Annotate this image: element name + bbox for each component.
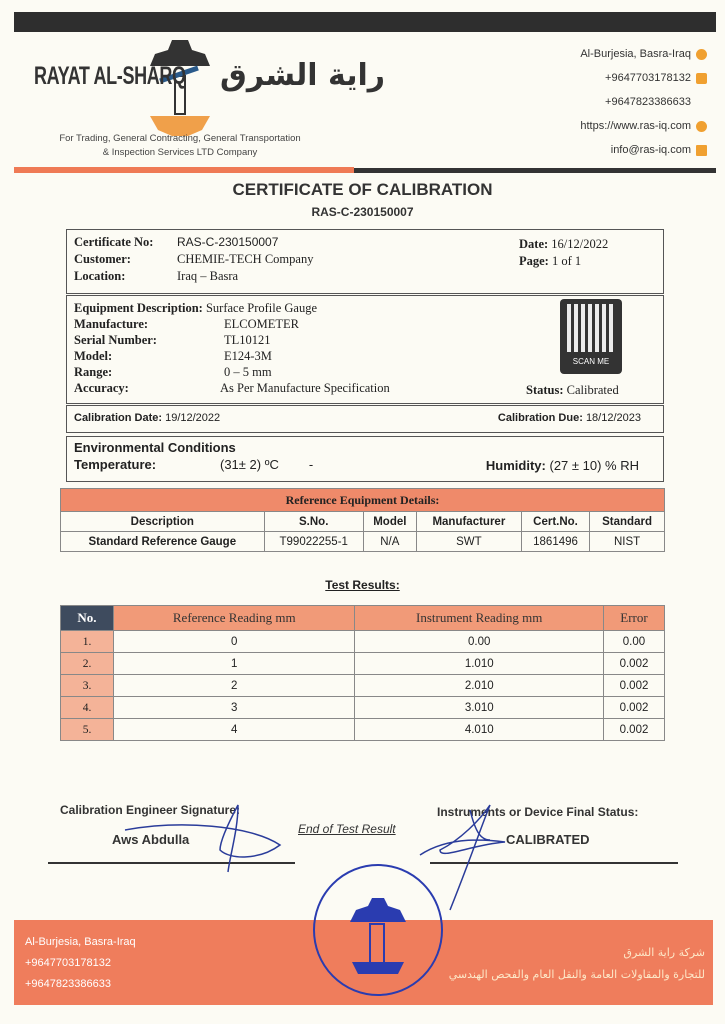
table-cell: 4 — [114, 719, 355, 741]
date-value: 16/12/2022 — [551, 237, 609, 251]
test-results-table — [60, 605, 665, 741]
brand-name-arabic: راية الشرق — [220, 58, 386, 93]
final-status-label: Instruments or Device Final Status: — [437, 805, 639, 819]
table-row — [61, 719, 665, 741]
table-cell: 1861496 — [521, 532, 589, 552]
divider-orange — [14, 167, 354, 173]
column-header: Description — [61, 512, 265, 532]
equipment-desc: Surface Profile Gauge — [205, 301, 318, 315]
label: Customer: — [74, 252, 131, 266]
certificate-info-box — [66, 229, 664, 294]
row-number: 5. — [61, 719, 114, 741]
contact-text: Al-Burjesia, Basra-Iraq — [580, 48, 691, 60]
footer-arabic-desc: للتجارة والمقاولات العامة والنقل العام والفحص الهندسي — [448, 968, 705, 981]
equipment-box — [66, 295, 664, 404]
table-cell: 3.010 — [355, 697, 603, 719]
divider-dark — [354, 168, 716, 173]
table-cell: T99022255-1 — [264, 532, 363, 552]
table-row — [61, 631, 665, 653]
contact-website[interactable] — [580, 114, 707, 138]
label: Date: — [519, 237, 549, 251]
contact-address — [580, 42, 707, 66]
contact-phone — [580, 90, 707, 114]
final-status-value: CALIBRATED — [506, 832, 590, 847]
row-number: 2. — [61, 653, 114, 675]
table-cell: 0.002 — [603, 675, 664, 697]
scan-me-label: SCAN ME — [572, 357, 610, 366]
separator: - — [308, 457, 314, 472]
engineer-signature-label: Calibration Engineer Signature: — [60, 803, 241, 817]
footer-phone: +9647823386633 — [25, 978, 111, 990]
row-number: 3. — [61, 675, 114, 697]
row-number: 4. — [61, 697, 114, 719]
temperature-value: (31± 2) ºC — [220, 457, 279, 472]
column-header: Model — [363, 512, 416, 532]
table-cell: NIST — [590, 532, 665, 552]
contact-list — [580, 42, 707, 162]
table-header-row — [61, 512, 665, 532]
serial-value: TL10121 — [224, 333, 271, 347]
table-cell: 0 — [114, 631, 355, 653]
email-link[interactable]: info@ras-iq.com — [610, 144, 691, 156]
tagline-line: & Inspection Services LTD Company — [102, 147, 258, 158]
table-cell: 3 — [114, 697, 355, 719]
table-row — [61, 653, 665, 675]
table-row — [61, 697, 665, 719]
table-cell: 0.00 — [355, 631, 603, 653]
table-row — [61, 532, 665, 552]
engineer-signature — [120, 800, 300, 875]
top-bar — [14, 12, 716, 32]
label: Humidity: — [485, 458, 546, 473]
label: Status: — [526, 383, 564, 397]
certificate-code: RAS-C-230150007 — [311, 205, 414, 219]
table-cell: 0.002 — [603, 719, 664, 741]
company-stamp — [310, 862, 446, 998]
table-cell: 0.002 — [603, 697, 664, 719]
label: Accuracy: — [74, 381, 129, 395]
calibration-dates-box — [66, 405, 664, 433]
contact-phone — [580, 66, 707, 90]
website-link[interactable]: https://www.ras-iq.com — [580, 120, 691, 132]
reference-equipment-table — [60, 488, 665, 552]
humidity-value: (27 ± 10) % RH — [549, 458, 639, 473]
contact-text: +9647703178132 — [605, 72, 691, 84]
column-header: Standard — [590, 512, 665, 532]
table-cell: 0.002 — [603, 653, 664, 675]
column-header: Reference Reading mm — [114, 606, 355, 631]
table-cell: N/A — [363, 532, 416, 552]
table-cell: 0.00 — [603, 631, 664, 653]
label: Calibration Due: — [497, 412, 583, 424]
environment-title: Environmental Conditions — [74, 440, 236, 455]
globe-icon — [696, 121, 707, 132]
accuracy-value: As Per Manufacture Specification — [220, 381, 390, 395]
label: Page: — [519, 254, 549, 268]
page-value: 1 of 1 — [551, 254, 582, 268]
table-cell: 1.010 — [355, 653, 603, 675]
label: Equipment Description: — [74, 301, 203, 315]
logo-gear-icon — [130, 36, 230, 146]
calibration-due: 18/12/2023 — [585, 412, 641, 424]
table-title: Reference Equipment Details: — [61, 489, 665, 512]
label: Temperature: — [74, 457, 157, 472]
table-cell: 2.010 — [355, 675, 603, 697]
label: Range: — [74, 365, 113, 379]
contact-email[interactable] — [580, 138, 707, 162]
location-icon — [696, 49, 707, 60]
table-cell: 4.010 — [355, 719, 603, 741]
customer-value: CHEMIE-TECH Company — [177, 252, 314, 266]
engineer-name: Aws Abdulla — [112, 832, 190, 847]
tagline — [30, 132, 330, 160]
footer-arabic-name: شركة راية الشرق — [623, 946, 705, 959]
model-value: E124-3M — [224, 349, 272, 363]
label: Certificate No: — [74, 235, 154, 249]
range-value: 0 – 5 mm — [224, 365, 272, 379]
table-cell: 2 — [114, 675, 355, 697]
environment-box — [66, 436, 664, 482]
test-results-title: Test Results: — [325, 578, 400, 592]
row-number: 1. — [61, 631, 114, 653]
column-header: No. — [61, 606, 114, 631]
page-title: CERTIFICATE OF CALIBRATION — [232, 180, 493, 199]
table-cell: Standard Reference Gauge — [61, 532, 265, 552]
contact-text: +9647823386633 — [605, 96, 691, 108]
table-cell: 1 — [114, 653, 355, 675]
mail-icon — [696, 145, 707, 156]
column-header: Error — [603, 606, 664, 631]
end-of-test-result: End of Test Result — [298, 822, 396, 836]
location-value: Iraq – Basra — [177, 269, 239, 283]
footer-address: Al-Burjesia, Basra-Iraq — [25, 936, 136, 948]
label: Manufacture: — [74, 317, 149, 331]
table-header-row — [61, 606, 665, 631]
column-header: S.No. — [264, 512, 363, 532]
qr-code[interactable] — [560, 299, 622, 374]
label: Model: — [74, 349, 113, 363]
cert-no-value: RAS-C-230150007 — [177, 235, 279, 249]
tagline-line: For Trading, General Contracting, General Transportation — [59, 133, 301, 144]
footer-phone: +9647703178132 — [25, 957, 111, 969]
phone-icon — [696, 73, 707, 84]
status-value: Calibrated — [566, 383, 619, 397]
label: Location: — [74, 269, 126, 283]
table-row — [61, 675, 665, 697]
label: Serial Number: — [74, 333, 157, 347]
column-header: Cert.No. — [521, 512, 589, 532]
column-header: Manufacturer — [416, 512, 521, 532]
label: Calibration Date: — [74, 412, 163, 424]
column-header: Instrument Reading mm — [355, 606, 603, 631]
brand-name: RAYAT AL-SHARQ — [34, 62, 186, 90]
calibration-date: 19/12/2022 — [165, 412, 221, 424]
manufacture-value: ELCOMETER — [224, 317, 299, 331]
table-cell: SWT — [416, 532, 521, 552]
